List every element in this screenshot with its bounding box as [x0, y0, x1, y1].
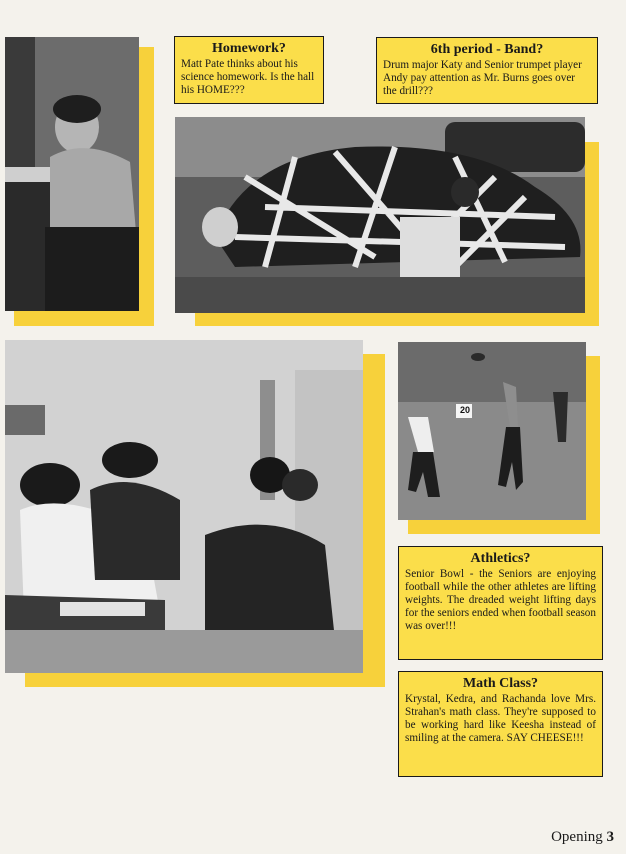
page-footer [551, 829, 614, 846]
athletics-caption [398, 546, 603, 660]
homework-photo [5, 37, 139, 311]
footer-page-number: 3 [606, 829, 614, 845]
football-photo [398, 342, 586, 520]
homework-photo-scene [5, 37, 139, 311]
footer-section-name: Opening [551, 829, 603, 845]
yard-marker-sign: 20 [459, 405, 470, 415]
car-photo-scene [175, 117, 585, 313]
athletics-caption-title: Athletics? [470, 551, 531, 566]
homework-caption-title: Homework? [212, 41, 286, 56]
homework-caption [174, 36, 324, 104]
math-caption [398, 671, 603, 777]
car-photo [175, 117, 585, 313]
football-photo-scene [398, 342, 586, 520]
math-photo-scene [5, 340, 363, 673]
athletics-caption-body: Senior Bowl - the Seniors are enjoying football while the other athletes are lifting weights. The dreaded weight lifting days for the seniors ended when football season was over!!! [405, 568, 596, 632]
band-caption [376, 37, 598, 104]
band-caption-body: Drum major Katy and Senior trumpet player Andy pay attention as Mr. Burns goes over the drill??? [383, 59, 582, 97]
math-caption-title: Math Class? [462, 676, 539, 691]
math-photo [5, 340, 363, 673]
homework-caption-body: Matt Pate thinks about his science homework. Is the hall his HOME??? [181, 58, 315, 96]
math-caption-body: Krystal, Kedra, and Rachanda love Mrs. Strahan's math class. They're supposed to be working hard like Keesha instead of smiling at the camera. SAY CHEESE!!! [405, 693, 596, 744]
band-caption-title: 6th period - Band? [430, 42, 544, 57]
